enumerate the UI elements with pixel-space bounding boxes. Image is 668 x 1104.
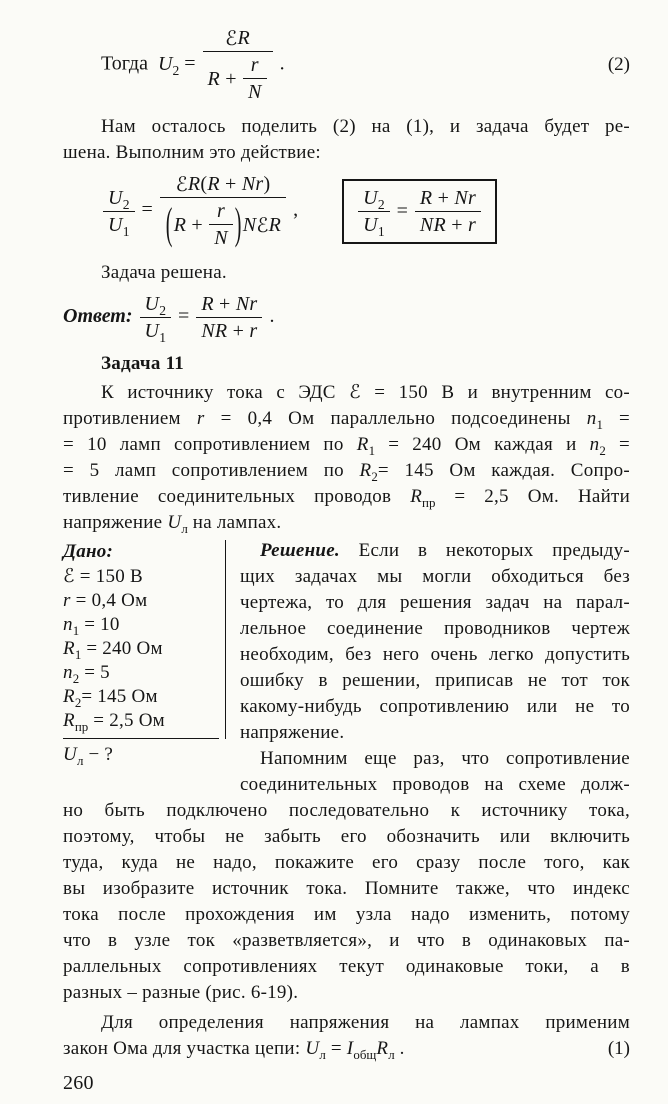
text-line: [63, 140, 630, 166]
text-segment: +: [219, 173, 242, 195]
text-segment: какому-нибудь сопротивлению или не то: [240, 696, 630, 717]
answer-row: [63, 292, 630, 343]
given-values: [63, 540, 219, 733]
text-segment: r: [249, 320, 258, 342]
text-segment: напряжение: [63, 512, 168, 533]
text-segment: $R_1$: [356, 434, 376, 458]
text-line: [63, 589, 219, 613]
text-segment: − ?: [83, 744, 114, 765]
fraction: [415, 186, 481, 237]
given-divider-line: [63, 738, 219, 739]
text-segment: =: [602, 408, 630, 429]
text-segment: тока после прохождения им узла надо изменить, потому: [63, 904, 630, 925]
boxed-result-equation: [342, 179, 497, 244]
text-segment: ,: [288, 198, 299, 221]
ratio-equation: [101, 172, 298, 250]
text-segment: r: [250, 54, 259, 76]
problem-statement: [63, 379, 630, 536]
text-segment: .: [274, 52, 285, 75]
text-segment: щих задачах мы могли обходиться без: [240, 566, 630, 587]
text-segment: = 2,5 Ом: [88, 710, 165, 731]
text-segment: = 0,4 Ом параллельно подсоединены: [204, 408, 587, 429]
text-segment: .: [394, 1038, 405, 1059]
text-segment: $U_1$: [144, 320, 167, 345]
fraction: [243, 53, 267, 104]
text-segment: Если в некоторых предыду-: [339, 540, 630, 561]
text-segment: противлением: [63, 408, 197, 429]
given-solution-section: [63, 538, 630, 1006]
text-segment: вы изобразите источник тока. Помните также, что индекс: [63, 878, 630, 899]
text-segment: = 145 Ом: [81, 686, 158, 707]
text-segment: NR: [201, 320, 228, 342]
text-segment: = 240 Ом: [81, 638, 163, 659]
text-segment: +: [445, 213, 469, 236]
fraction: [203, 26, 273, 104]
text-segment: +: [227, 320, 250, 342]
text-segment: .: [264, 305, 275, 328]
text-segment: необходим, без него очень легко допустить: [240, 644, 630, 665]
text-segment: лельное соединение проводников чертеж: [240, 618, 630, 639]
text-line: [63, 484, 630, 510]
text-segment: ошибку в решении, приписав не тот ток: [240, 670, 630, 691]
text-segment: соединительных проводов на схеме долж-: [240, 774, 630, 795]
find-question: [63, 743, 226, 767]
text-segment: R: [419, 186, 433, 209]
text-line: [63, 564, 219, 589]
text-line: [63, 114, 630, 140]
text-segment: r: [468, 213, 477, 236]
text-line: [63, 432, 630, 458]
fraction: [196, 292, 262, 343]
given-block: [63, 540, 226, 767]
text-segment: = 2,5 Ом. Найти: [435, 486, 630, 507]
text-segment: r: [216, 200, 226, 222]
equation-1-row: [63, 1038, 630, 1060]
text-segment: $n_2$: [589, 434, 606, 458]
text-segment: N: [242, 213, 257, 236]
text-line: [63, 685, 219, 709]
reminder-paragraph: [63, 746, 630, 1006]
text-segment: ℰ: [349, 381, 361, 403]
big-paren: ): [234, 200, 242, 249]
text-segment: ): [263, 173, 271, 195]
text-segment: R: [268, 213, 282, 236]
text-line: [63, 510, 630, 536]
text-segment: $R_л$: [376, 1038, 395, 1062]
text-line: [63, 540, 219, 564]
text-segment: N: [214, 227, 228, 249]
text-segment: = 10 ламп сопротивлением по: [63, 434, 357, 455]
text-segment: +: [186, 213, 209, 236]
text-line: [63, 379, 630, 406]
text-segment: Nr: [241, 173, 264, 195]
text-segment: ℰ: [225, 26, 238, 50]
text-segment: Nr: [454, 186, 477, 209]
text-segment: чертежа, то для решения задач на парал-: [240, 592, 630, 613]
text-segment: $n_1$: [63, 614, 80, 638]
text-segment: $U_1$: [363, 213, 385, 239]
text-line: [63, 772, 630, 798]
text-segment: $U_1$: [108, 213, 130, 239]
paragraph-divide: [63, 114, 630, 166]
text-segment: Для определения напряжения на лампах применим: [101, 1012, 630, 1033]
text-segment: =: [325, 1038, 347, 1059]
text-segment: +: [432, 186, 455, 209]
solved-note: Задача решена.: [101, 262, 227, 283]
text-segment: = 5: [79, 662, 110, 683]
text-segment: r: [196, 408, 205, 429]
big-paren: (: [165, 200, 173, 249]
answer-equation: [63, 292, 274, 343]
equation-2: [101, 26, 285, 104]
text-line: [63, 902, 630, 928]
text-segment: =: [179, 52, 201, 75]
text-segment: $U_2$: [363, 186, 385, 212]
text-segment: R: [207, 67, 220, 90]
text-segment: напряжение.: [240, 722, 345, 743]
text-line: [63, 954, 630, 980]
text-segment: Nr: [235, 293, 258, 315]
page-number: 260: [63, 1072, 94, 1094]
text-segment: Напомним еще раз, что сопротивление: [260, 748, 630, 769]
text-segment: $U_2$: [144, 293, 167, 318]
text-segment: $R_2$: [359, 460, 378, 484]
main-equation-row: [63, 172, 630, 250]
text-segment: туда, куда не надо, покажите его сразу после того, как: [63, 852, 630, 873]
text-segment: ℰ: [256, 212, 269, 237]
text-segment: тивление соединительных проводов: [63, 486, 411, 507]
text-segment: = 0,4 Ом: [70, 590, 148, 611]
text-segment: = 10: [79, 614, 120, 635]
text-line: [63, 661, 219, 685]
text-segment: К источнику тока с ЭДС: [101, 382, 350, 403]
text-segment: N: [248, 81, 262, 103]
fraction: [358, 186, 390, 237]
text-segment: Тогда: [101, 52, 158, 75]
text-segment: $U_2$: [108, 186, 130, 212]
text-segment: (: [200, 173, 208, 195]
text-segment: NR: [419, 213, 446, 236]
ohm-law-equation: [63, 1038, 405, 1060]
text-segment: на лампах.: [187, 512, 282, 533]
task-heading: Задача 11: [101, 353, 185, 374]
text-segment: =: [391, 199, 413, 222]
text-segment: $U_л$: [167, 512, 188, 536]
text-line: [63, 980, 630, 1006]
text-segment: Дано:: [63, 541, 114, 562]
text-segment: поэтому, чтобы не забыть его обозначить или включить: [63, 826, 630, 847]
equation-2-number: (2): [607, 54, 630, 75]
text-segment: $U_2$: [157, 52, 180, 78]
text-line: [63, 850, 630, 876]
fraction: [209, 199, 233, 250]
text-line: [63, 824, 630, 850]
text-segment: =: [605, 434, 630, 455]
text-line: [63, 637, 219, 661]
fraction: [140, 292, 172, 343]
text-segment: r: [63, 590, 71, 611]
text-segment: шена. Выполним это действие:: [63, 142, 321, 163]
text-line: [63, 798, 630, 824]
text-segment: $I_{общ}$: [346, 1038, 377, 1062]
text-segment: = 150 В: [74, 566, 143, 587]
text-segment: R: [173, 213, 187, 236]
text-segment: Решение.: [260, 540, 340, 561]
text-segment: = 5 ламп сопротивлением по: [63, 460, 360, 481]
text-segment: =: [173, 305, 195, 328]
text-segment: раллельных сопротивлениях текут одинаковые токи, а в: [63, 956, 630, 977]
equation-2-row: [63, 26, 630, 104]
text-segment: = 150 В и внутренним со-: [360, 382, 631, 403]
final-paragraph: [63, 1010, 630, 1036]
text-line: [63, 406, 630, 432]
text-line: [63, 1010, 630, 1036]
text-segment: $R_1$: [63, 638, 82, 662]
text-segment: Нам осталось поделить (2) на (1), и задача будет ре-: [101, 116, 630, 137]
text-segment: R: [187, 173, 201, 195]
text-segment: =: [136, 198, 158, 221]
text-segment: ℰ: [175, 172, 188, 196]
text-line: [63, 876, 630, 902]
text-segment: $R_{пр}$: [63, 710, 89, 734]
text-segment: Ответ:: [63, 305, 138, 328]
text-segment: $R_2$: [63, 686, 82, 710]
text-line: [63, 709, 219, 733]
text-segment: = 240 Ом каждая и: [375, 434, 590, 455]
text-segment: что в узле ток «разветвляется», и что в одинаковых па-: [63, 930, 630, 951]
given-list: [63, 540, 226, 739]
text-segment: = 145 Ом каждая. Сопро-: [377, 460, 630, 481]
text-segment: $U_л$: [305, 1038, 326, 1062]
text-line: [63, 613, 219, 637]
text-segment: R: [237, 27, 250, 49]
text-segment: закон Ома для участка цепи:: [63, 1038, 306, 1059]
text-segment: но быть подключено последовательно к источнику тока,: [63, 800, 630, 821]
text-line: [63, 928, 630, 954]
text-line: [63, 458, 630, 484]
equation-1-number: (1): [607, 1038, 630, 1059]
text-segment: $n_1$: [586, 408, 603, 432]
text-segment: разных – разные (рис. 6-19).: [63, 982, 299, 1003]
text-segment: $U_л$: [63, 744, 84, 768]
fraction: [103, 186, 135, 237]
text-segment: R: [201, 293, 214, 315]
text-segment: $n_2$: [63, 662, 80, 686]
text-segment: +: [213, 293, 236, 315]
text-segment: ℰ: [63, 565, 75, 587]
text-segment: R: [207, 173, 220, 195]
fraction: [160, 172, 286, 250]
text-segment: $R_{пр}$: [410, 486, 436, 510]
text-segment: +: [219, 67, 243, 90]
